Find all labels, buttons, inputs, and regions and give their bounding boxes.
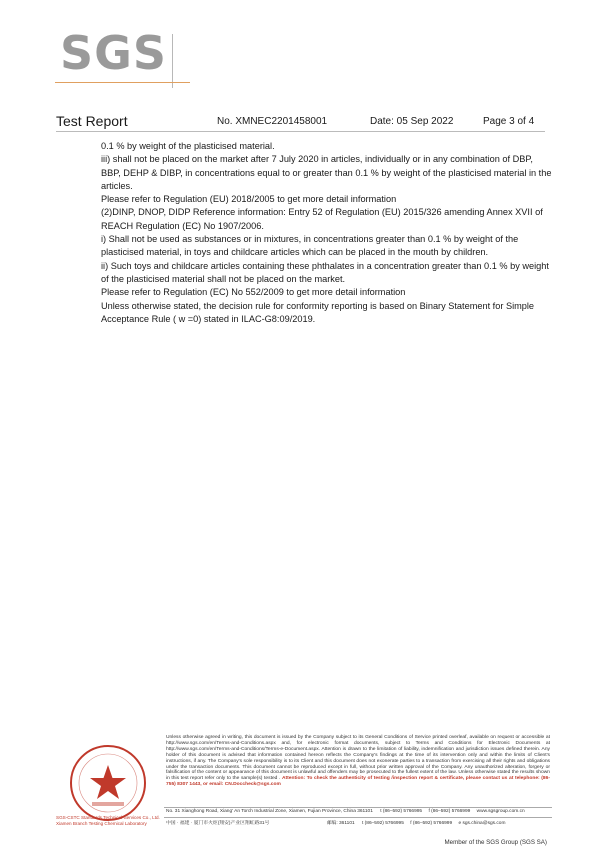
body-line: Please refer to Regulation (EU) 2018/2005 to get more detail information [101, 194, 397, 205]
fax: f (86–592) 5766999 [428, 809, 471, 814]
footer-rule [164, 807, 552, 808]
authenticity-attention: Attention: To check the authenticity of testing /inspection report & certificate, please contact us at telephone: (86-755) 8307 1443, or email: CN.Doccheck@sgs.com [166, 776, 551, 788]
body-line: (2)DINP, DNOP, DIDP Reference information: Entry 52 of Regulation (EU) 2015/326 amending Annex XVII of REACH Regulation (EC) No 1907/2006. [101, 207, 543, 231]
company-seal [56, 739, 166, 827]
page-indicator: Page 3 of 4 [483, 116, 535, 127]
body-line: i) Shall not be used as substances or in mixtures, in concentrations greater than 0.1 % by weight of the plasticised material, in toys and childcare articles which can be placed in the mouth by children. [101, 234, 519, 258]
postcode-cn: 邮编: 361101 [326, 821, 355, 826]
seal-caption: SGS-CSTC Standards Technical Services Co., Ltd. Xiamen Branch Testing Chemical Laboratory [56, 815, 160, 826]
body-line: Unless otherwise stated, the decision rule for conformity reporting is based on Binary Statement for Simple Acceptance Rule ( w =0) stated in ILAC-G8:09/2019. [101, 300, 535, 324]
website: www.sgsgroup.com.cn [476, 809, 525, 814]
report-date: Date: 05 Sep 2022 [370, 116, 454, 127]
logo-divider [172, 34, 173, 88]
report-body [101, 140, 553, 326]
telephone: t (86–592) 5766995 [380, 809, 423, 814]
body-line: 0.1 % by weight of the plasticised material. [101, 141, 275, 151]
sgs-logo: SGS [60, 26, 168, 80]
disclaimer: Unless otherwise agreed in writing, this document is issued by the Company subject to its General Conditions of Service printed overleaf, available on request or accessible at http://www.sgs.com/en/Terms-and-Conditions.aspx and, for electronic format documents, subject to Terms and Conditions for Electronic Documents at http://www.sgs.com/en/Terms-and-Conditions/Terms-e-Document.aspx. Attention is drawn to the limitation of liability, indemnification and jurisdiction issues defined therein. Any holder of this document is advised that information contained hereon reflects the Company's findings at the time of its intervention only and within the limits of Client's instructions, if any. The Company's sole responsibility is to its Client and this document does not exonerate parties to a transaction from exercising all their rights and obligations under the transaction documents. This document cannot be reproduced except in full, without prior written approval of the Company. Any unauthorized alteration, forgery or falsification of the content or appearance of this document is unlawful and offenders may be prosecuted to the fullest extent of the law. Unless otherwise stated the results shown in this test report refer only to the sample(s) tested . [166, 735, 550, 782]
header-rule [56, 131, 545, 132]
fax: f (86–592) 5766999 [410, 821, 453, 826]
telephone: t (86–592) 5766995 [362, 821, 404, 826]
logo-underline [55, 82, 190, 83]
report-header [56, 113, 545, 133]
report-footer [56, 735, 550, 833]
footer-rule [164, 817, 552, 818]
disclaimer-text [166, 735, 550, 788]
body-line: iii) shall not be placed on the market after 7 July 2020 in articles, individually or in any combination of DBP, BBP, DEHP & DIBP, in concentrations equal to or greater than 0.1 % by weight of the plasticised material in the articles. [101, 154, 552, 191]
report-number: No. XMNEC2201458001 [217, 116, 328, 127]
address-row-cn [166, 819, 550, 826]
report-title: Test Report [56, 113, 128, 129]
body-line: Please refer to Regulation (EC) No 552/2009 to get more detail information [101, 287, 406, 298]
address-cn: 中国 · 福建 · 厦门市火炬(翔安)产业区翔虹路31号 [166, 821, 270, 826]
body-line: ii) Such toys and childcare articles containing these phthalates in a concentration greater than 0.1 % by weight of the plasticised material shall not be placed on the market. [101, 260, 549, 284]
member-statement: Member of the SGS Group (SGS SA) [444, 839, 547, 846]
email: e sgs.china@sgs.com [458, 821, 506, 826]
address-en: No. 31 Xianghong Road, Xiang' An Torch Industrial Zone, Xiamen, Fujian Province, China 361101 [166, 809, 373, 814]
address-row-en [166, 809, 550, 814]
